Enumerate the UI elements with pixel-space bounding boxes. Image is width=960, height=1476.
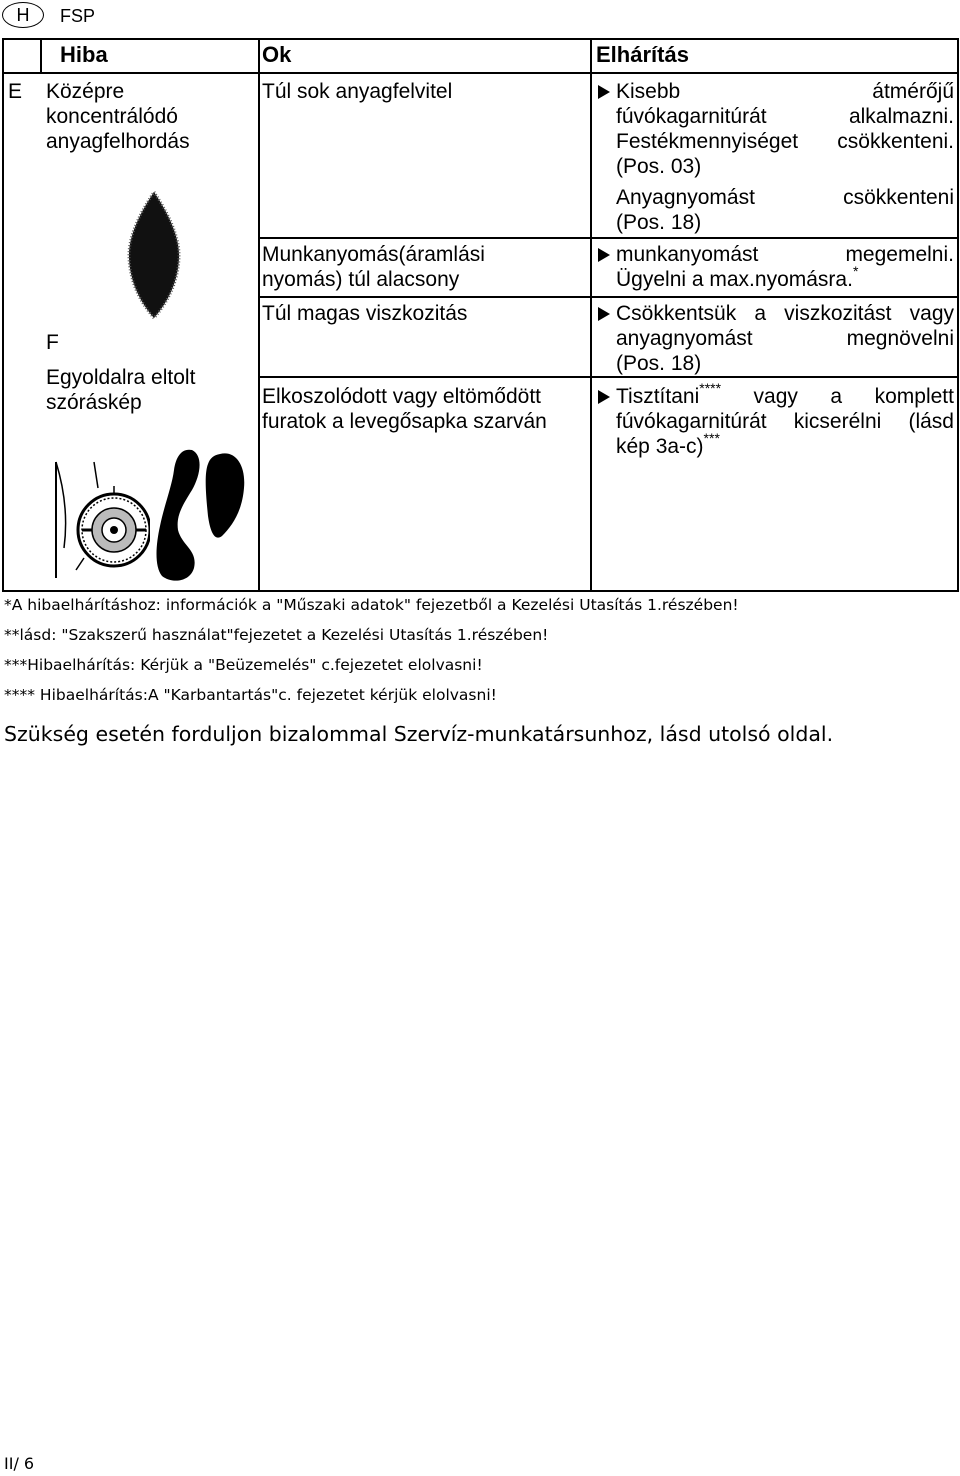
footnote-1: *A hibaelhárításhoz: információk a "Műszaki adatok" fejezetből a Kezelési Utasítás 1.részében! <box>4 596 739 614</box>
triangle-bullet-icon <box>598 307 610 321</box>
spray-pattern-offset-icon <box>152 446 248 586</box>
remedy-clean-or-replace: Tisztítani**** vagy a komplett fúvókagarnitúrát kicserélni (lásd kép 3a-c)*** <box>616 380 954 458</box>
service-note: Szükség esetén forduljon bizalommal Szervíz-munkatársunhoz, lásd utolsó oldal. <box>4 722 834 746</box>
remedy-raise-pressure: munkanyomást megemelni. Ügyelni a max.nyomásra.* <box>616 243 954 291</box>
remedy-reduce-viscosity: Csökkentsük a viszkozitást vagy anyagnyomást megnövelni (Pos. 18) <box>616 302 954 375</box>
fault-offset-spray: Egyoldalra eltolt szóráskép <box>46 366 196 414</box>
fault-centered-spray: Középre koncentrálódó anyagfelhordás <box>46 80 190 153</box>
triangle-bullet-icon <box>598 390 610 404</box>
footnote-2: **lásd: "Szakszerű használat"fejezetet a Kezelési Utasítás 1.részében! <box>4 626 549 644</box>
column-header-elharitas: Elhárítás <box>596 42 689 67</box>
spray-gun-nozzle-icon <box>54 458 150 582</box>
cause-too-much-material: Túl sok anyagfelvitel <box>262 80 453 103</box>
language-badge <box>2 2 44 28</box>
cause-low-pressure: Munkanyomás(áramlási nyomás) túl alacsony <box>262 243 485 291</box>
column-header-hiba: Hiba <box>60 42 108 67</box>
row-code-f: F <box>46 331 59 354</box>
page-number: II/ 6 <box>4 1454 35 1473</box>
troubleshooting-table <box>2 38 959 592</box>
footnote-3: ***Hibaelhárítás: Kérjük a "Beüzemelés" c.fejezetet elolvasni! <box>4 656 483 674</box>
spray-pattern-centered-icon <box>126 190 182 320</box>
remedy-smaller-nozzle: Kisebb átmérőjű fúvókagarnitúrát alkalmazni. Festékmennyiséget csökkenteni. (Pos. 03) Anyagnyomást csökkenteni (Pos. 18) <box>616 80 954 234</box>
cause-clogged-holes: Elkoszolódott vagy eltömődött furatok a levegősapka szarván <box>262 385 547 433</box>
footnote-4: **** Hibaelhárítás:A "Karbantartás"c. fejezetet kérjük elolvasni! <box>4 686 497 704</box>
row-code-e: E <box>8 80 23 103</box>
triangle-bullet-icon <box>598 85 610 99</box>
product-code: FSP <box>60 6 96 26</box>
column-header-ok: Ok <box>262 42 292 67</box>
triangle-bullet-icon <box>598 248 610 262</box>
language-badge-letter: H <box>16 4 30 25</box>
cause-high-viscosity: Túl magas viszkozitás <box>262 302 468 325</box>
